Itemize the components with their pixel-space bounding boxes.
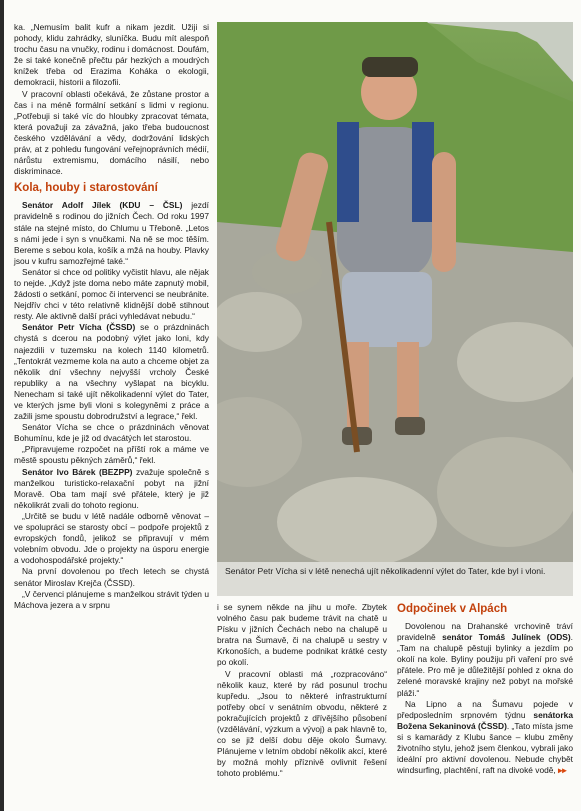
column-left	[14, 22, 209, 611]
paragraph	[14, 267, 209, 322]
senator-name: Senátor Petr Vícha (ČSSD)	[22, 322, 136, 333]
paragraph	[14, 322, 209, 422]
section-heading-alpy: Odpočinek v Alpách	[397, 603, 508, 615]
column-middle	[217, 602, 387, 780]
page-edge	[0, 0, 4, 811]
paragraph-text: „Připravujeme rozpočet na příští rok a máme ve městě spoustu pěkných záměrů,“ řekl.	[14, 444, 209, 466]
photo-illustration	[217, 22, 573, 562]
paragraph	[14, 467, 209, 511]
senator-name: Senátor Ivo Bárek (BEZPP)	[22, 466, 133, 477]
paragraph	[14, 511, 209, 566]
paragraph-text: zvažuje společně s manželkou turisticko-relaxační pobyt na jižní Moravě. Oba tam mají své přátele, který je již několikrát zvali do tohoto regionu.	[14, 466, 210, 510]
paragraph-text: Senátor Vícha se chce o prázdninách věnovat Bohumínu, kde je již od dvacátých let starostou.	[14, 422, 209, 444]
paragraph-text: . „Tato místa jsme si s kamarády z Klubu šance – klubu změny životního stylu, jehož jsem členkou, vybrali jako ideální pro aktivní dovolenou. Nebude chybět windsurfing, plachtění, raft na divoké vodě,	[397, 720, 573, 776]
paragraph-text: . „Tam na chalupě pěstuji bylinky a jezdím po okolí na kole. Byliny použiju při vaření pro své přátele. Pro mě je důležitější pohled z okna do zelené moravské krajiny než pobyt na mořské pláži.“	[397, 632, 573, 698]
paragraph	[397, 621, 573, 699]
senator-name: senátor Tomáš Julínek (ODS)	[442, 632, 571, 643]
hiker-photo	[217, 22, 573, 562]
paragraph	[14, 566, 209, 588]
paragraph: V pracovní oblasti očekává, že zůstane prostor a čas i na méně formální setkání s lidmi v regionu. „Potřebuji si také víc do hloubky zpracovat témata, která považuji za závažná, jako třeba budoucnost českého vzdělávání a vědy, dodržování lidských práv, at z pohledu fungování veřejnoprávních médií, nárůstu extremismu, domácího násilí, nebo diskriminace.	[14, 88, 209, 177]
continue-arrow-icon: ▸▸	[555, 765, 567, 776]
paragraph: i se synem někde na jihu u moře. Zbytek volného času pak budeme trávit na chatě u Písku v jižních Čechách nebo na chalupě u bratra na Šumavě, či na chalupě u sestry v Krkonoších, a budeme podnikat krátké cesty po okolí.	[217, 602, 387, 668]
paragraph: ka. „Nemusím balit kufr a nikam jezdit. Užiji si pohody, klidu zahrádky, sluníčka. Budu mít alespoň trochu času na vnučky, rodinu i domácnost. Doufám, že si také konečně přečtu pár hezkých a moudrých knížek třeba od Erazima Koháka o ekologii, demokracii, historii a filozofii.	[14, 22, 209, 88]
paragraph-text: Na Lipno a na Šumavu pojede v předposledním srpnovém týdnu	[397, 698, 573, 720]
paragraph-text: Na první dovolenou po třech letech se chystá senátor Miroslav Krejča (ČSSD).	[14, 566, 209, 588]
paragraph	[14, 444, 209, 466]
paragraph-text: Dovolenou na Drahanské vrchovině tráví pravidelně	[397, 621, 573, 643]
paragraph-text: jezdí pravidelně s rodinou do jižních Čech. Od roku 1997 stále na stejné místo, do Chlumu u Třeboně. „Letos s námi jede i syn s vnučkami. Na ně se moc těším. Bereme s sebou kola, košík a mžá na houby. Plavky jsou v kufru samozřejmé také.“	[14, 200, 209, 266]
senator-name: Senátor Adolf Jílek (KDU – ČSL)	[22, 200, 183, 211]
paragraph-text: Senátor si chce od politiky vyčistit hlavu, ale nějak to nejde. „Když jste doma nebo máte zapnutý mobil, žádosti o setkání, pomoc či intervenci se neubránite. Nejdřív chci v této relativně klidnější době stihnout resty. Ale aktivně další práci vyhledávat nebudu.“	[14, 266, 209, 322]
senator-name: senátorka Božena Sekaninová (ČSSD)	[397, 709, 573, 731]
paragraph-text: se o prázdninách chystá s dcerou na podobný výlet jako loni, kdy najezdili v tuzemsku na kolech 1140 kilometrů. „Tentokrát vezmeme kola na auto a chceme objet za několik dní všechny nejvyšší vrcholy České republiky a na všechny vyšlapat na bicyklu. Nenecham si také ujít několikadenní výlet do Tater, ve kterých jsme byli vloni s kolegyněmi z práce a zažili jsme spoustu dobrodružství a legrace,“ řekl.	[14, 322, 209, 422]
paragraph	[14, 200, 209, 267]
column-right	[397, 602, 573, 776]
photo-caption: Senátor Petr Vícha si v létě nenechá ujít několikadenní výlet do Tater, kde byl i vloni.	[217, 562, 573, 596]
paragraph	[397, 699, 573, 777]
paragraph-text: „V červenci plánujeme s manželkou strávit týden u Máchova jezera a v srpnu	[14, 588, 209, 610]
section-heading-kola: Kola, houby i starostování	[14, 182, 158, 195]
paragraph: V pracovní oblasti má „rozpracováno“ několik kauz, které by rád posunul trochu kupředu. „Jsou to některé infrastrukturní potřeby obcí v senátním obvodu, některé z pokračujících projektů z dřívějšího působení (vzdělávání, výzkum a vývoj) a pak hlavně to, co se již delší dobu děje okolo Šumavy. Plánujeme v letním období několik akcí, které by možná mohly příznivě ovlivnit řešení tohoto problému.“	[217, 668, 387, 779]
paragraph-text: „Určitě se budu v létě nadále odborně věnovat – ve spolupráci se starosty obcí – podpoře projektů z evropských fondů, jelikož se připravují v mém volebním obvodu. Jde o projekty na úsporu energie a vodohospodářské projekty.“	[14, 510, 209, 566]
paragraph	[14, 422, 209, 444]
paragraph	[14, 589, 209, 611]
